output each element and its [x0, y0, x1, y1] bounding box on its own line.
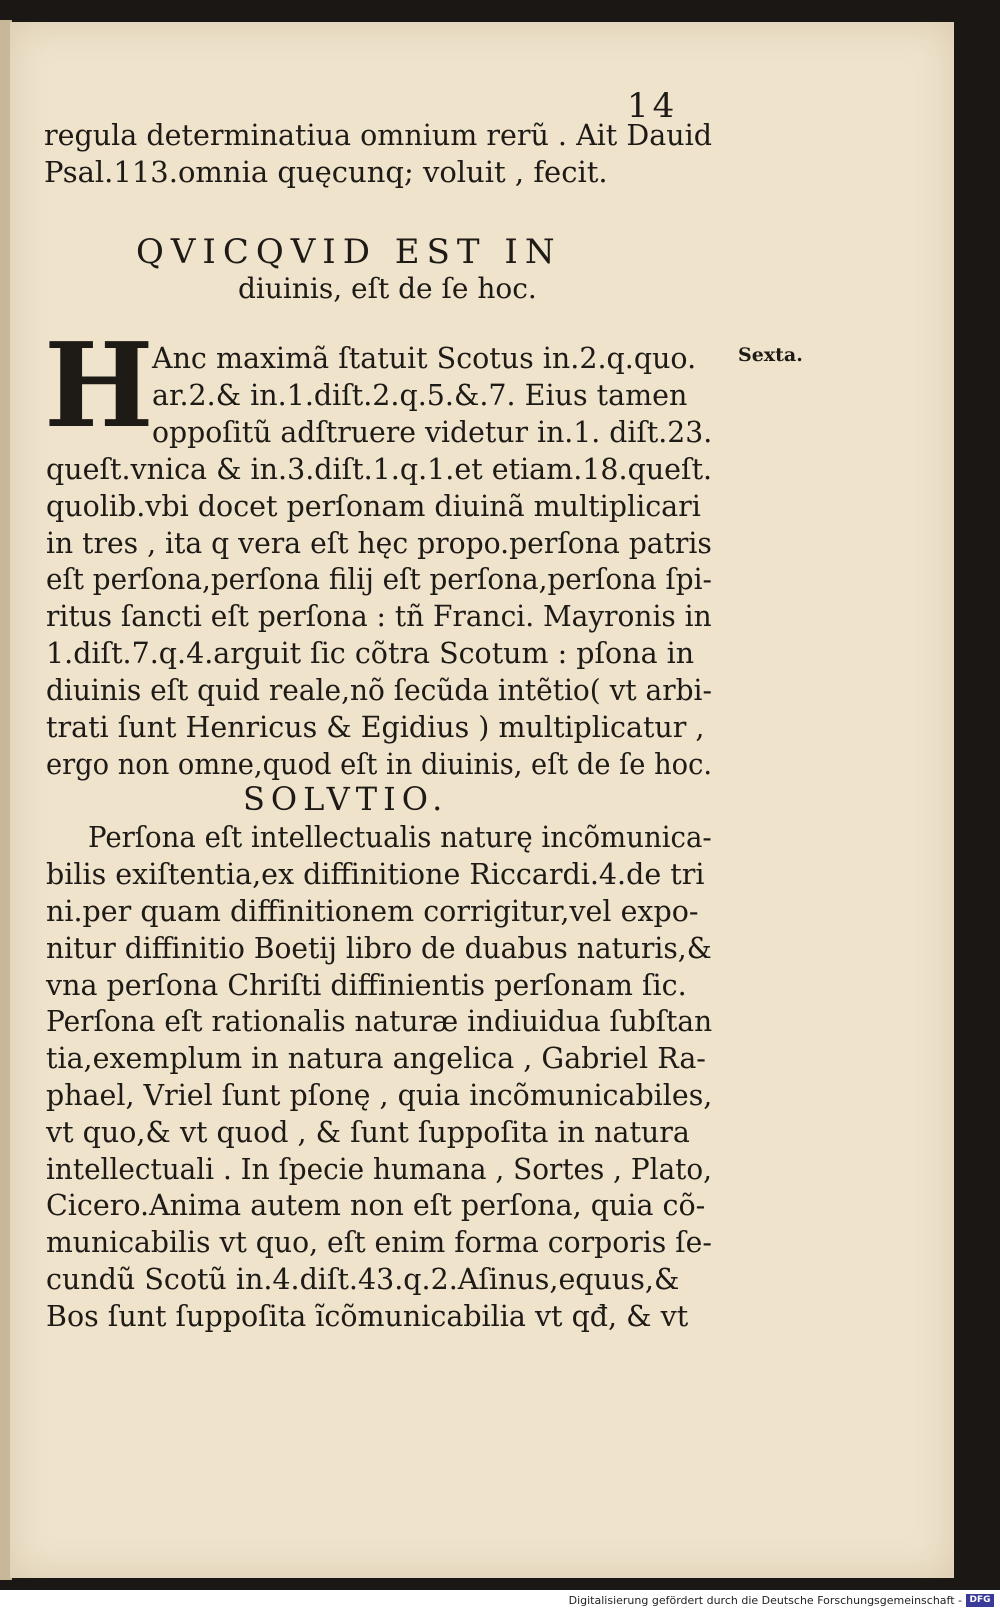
paragraph-line: ergo non omne,quod eſt in diuinis, eſt de ſe hoc. — [46, 748, 713, 781]
dfg-logo: DFG — [966, 1594, 994, 1607]
paragraph-line: municabilis vt quo, eſt enim forma corporis ſe- — [46, 1226, 712, 1259]
paragraph-line: Bos ſunt ſuppoſita ĩcõmunicabilia vt qđ, & vt — [46, 1300, 689, 1333]
page-number: 14 — [627, 86, 679, 126]
section-heading-continued: diuinis, eſt de ſe hoc. — [238, 272, 537, 305]
paragraph-line: intellectuali . In ſpecie humana , Sortes , Plato, — [46, 1153, 713, 1186]
paragraph-line: nitur diffinitio Boetij libro de duabus naturis,& — [46, 932, 712, 965]
paragraph-line: eſt perſona,perſona filij eſt perſona,perſona ſpi- — [46, 563, 712, 596]
paragraph-line: Perſona eſt intellectualis naturę incõmunica- — [88, 821, 712, 854]
drop-cap-initial: H — [44, 318, 154, 454]
solution-heading: SOLVTIO. — [243, 780, 449, 818]
paragraph-line: vt quo,& vt quod , & ſunt ſuppoſita in natura — [46, 1116, 690, 1149]
margin-note: Sexta. — [738, 344, 803, 366]
paragraph-line: Perſona eſt rationalis naturæ indiuidua ſubſtan — [46, 1005, 713, 1038]
paragraph-line: phael, Vriel ſunt pſonę , quia incõmunicabiles, — [46, 1079, 713, 1112]
section-heading: QVICQVID EST IN — [136, 232, 562, 272]
footer-credit: Digitalisierung gefördert durch die Deutsche Forschungsgemeinschaft - — [568, 1594, 962, 1607]
paragraph-line: bilis exiſtentia,ex diffinitione Riccardi.4.de tri — [46, 858, 705, 891]
previous-text-line: regula determinatiua omnium rerũ . Ait Dauid — [44, 118, 712, 152]
paragraph-line: quolib.vbi docet perſonam diuinã multiplicari — [46, 490, 701, 523]
paragraph-line: cundũ Scotũ in.4.diſt.43.q.2.Aſinus,equus,& — [46, 1263, 680, 1296]
paragraph-line: oppoſitũ adſtruere videtur in.1. diſt.23. — [152, 416, 713, 449]
paragraph-line: ar.2.& in.1.diſt.2.q.5.&.7. Eius tamen — [152, 379, 688, 412]
paragraph-line: Cicero.Anima autem non eſt perſona, quia cõ- — [46, 1189, 706, 1222]
paragraph-line: queſt.vnica & in.3.diſt.1.q.1.et etiam.18.queſt. — [46, 453, 713, 486]
paragraph-line: tia,exemplum in natura angelica , Gabriel Ra- — [46, 1042, 706, 1075]
paragraph-line: ni.per quam diffinitionem corrigitur,vel expo- — [46, 895, 699, 928]
paragraph-line: 1.diſt.7.q.4.arguit ſic cõtra Scotum : pſona in — [46, 637, 695, 670]
paragraph-line: trati ſunt Henricus & Egidius ) multiplicatur , — [46, 711, 705, 744]
paragraph-line: Anc maximã ſtatuit Scotus in.2.q.quo. — [152, 342, 697, 375]
paragraph-line: vna perſona Chriſti diffinientis perſonam ſic. — [46, 969, 687, 1002]
previous-text-line: Psal.113.omnia quęcunq; voluit , fecit. — [44, 155, 608, 189]
paragraph-line: ritus ſancti eſt perſona : tñ Franci. Mayronis in — [46, 600, 712, 633]
paragraph-line: diuinis eſt quid reale,nõ ſecũda intẽtio( vt arbi- — [46, 674, 712, 707]
paragraph-line: in tres , ita q vera eſt hęc propo.perſona patris — [46, 527, 712, 560]
